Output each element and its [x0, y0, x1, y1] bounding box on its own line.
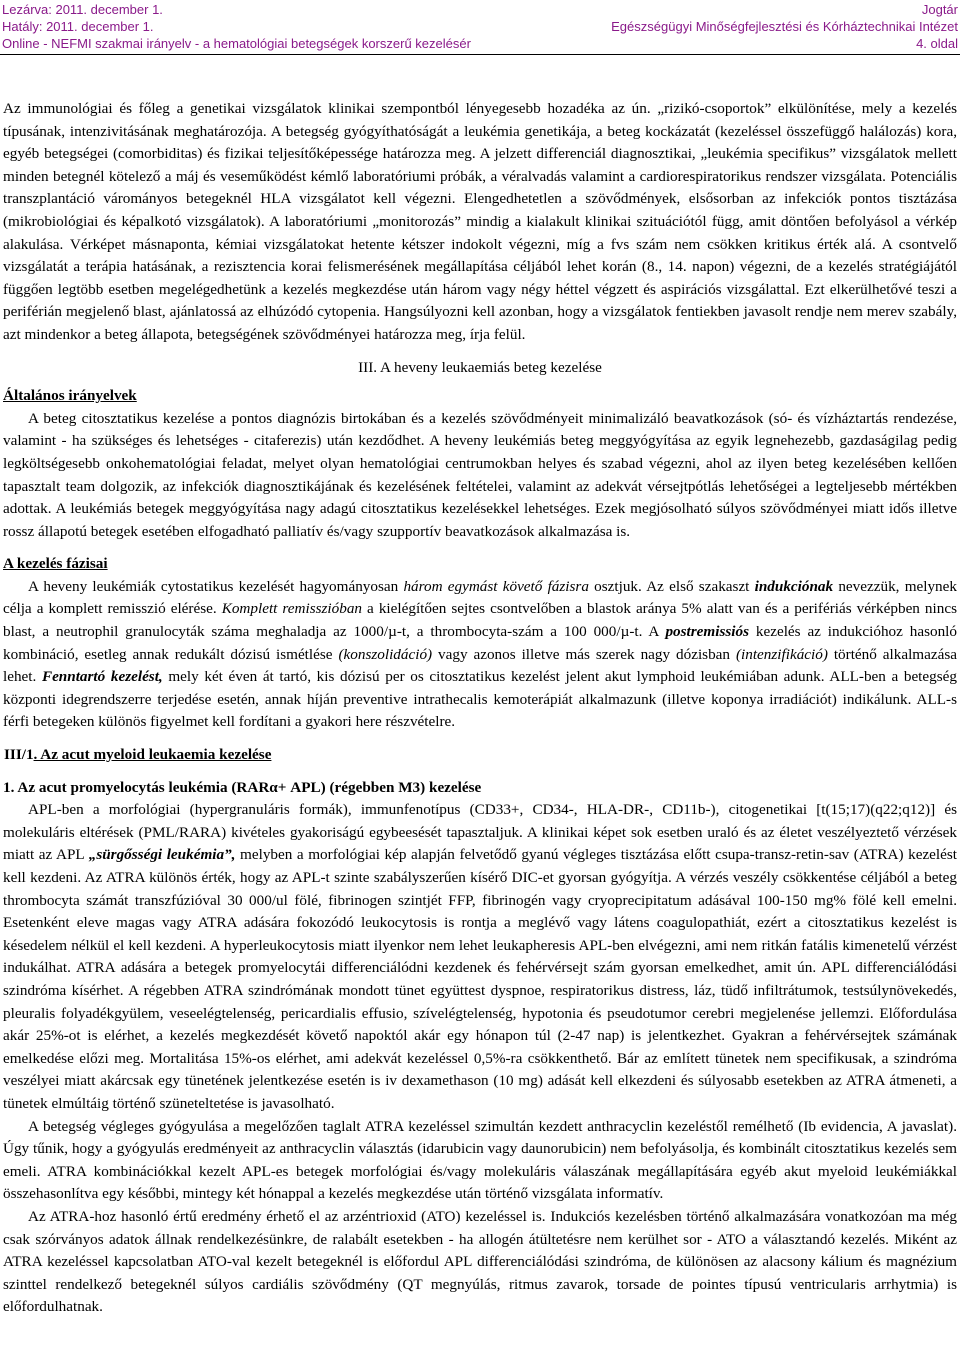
- paragraph-general-guidelines: A beteg citosztatikus kezelése a pontos diagnózis birtokában és a kezelés szövődményeit minimalizáló beavatkozások (só- és vízháztartás rendezése, valamint - ha szükséges és lehetséges - citaferezis) után kezdődhet. A heveny leukémiás beteg meggyógyítása az egyik legnehezebb, gazdaságilag pedig legköltségesebb onkohematológiai feladat, melyet olyan hematológiai centrumokban helyes és szabad végezni, ahol az ilyen beteg kezelésében kellően tapasztalt team dolgozik, az infekciók diagnosztikájának és kezelésének feltételei, valamint az adekvát vérsejtpótlás lehetőségei a legteljesebb mértékben adottak. A leukémiás betegek meggyógyítása nagy adagú citosztatikus kezelésekkel lehetséges. Ezek megjósolható súlyos szövődményei miatt idős illetve rossz állapotú betegek esetében elfogadható palliatív és/vagy szupportív beavatkozások alkalmazása is.: [3, 409, 957, 540]
- paragraph-treatment-phases: A heveny leukémiák cytostatikus kezelését hagyományosan három egymást követő fázisra osztjuk. Az első szakaszt indukciónak nevezzük, melynek célja a komplett remisszió elérése. Komplett remisszióban a kielégítően sejtes csontvelőben a blastok aránya 5% alatt van és a perifériás vérképben nincs blast, a neutrophil granulocyták száma meghaladja az 1000/µ-t, a thrombocyta-szám a 100 000/µ-t. A postremissiós kezelés az indukcióhoz hasonló kombináció, esetleg annak redukált dózisú ismétlése (konszolidáció) vagy azonos illetve más szerek nagy dózisban (intenzifikáció) történő alkalmazása lehet. Fenntartó kezelést, mely két éven át tartó, kis dózisú per os citosztatikus kezelést jelent akut lymphoid leukémiában adunk. ALL-ben a betegség központi idegrendszerre terjedése esetén, annak híján preventive intrathecalis kemoterápiát alkalmazunk (illetve koponya irradiációt) indikálunk. ALL-s férfi betegeken különös figyelmet kell fordítani a gyakori here részvételre.: [3, 577, 957, 731]
- paragraph-apl: APL-ben a morfológiai (hypergranuláris formák), immunfenotípus (CD33+, CD34-, HLA-DR-, CD11b-), citogenetikai [t(15;17)(q22;q12)] és molekuláris eltérések (PML/RARA) kivételes gyakoriságú egybeesését tapasztaljuk. A klinikai képet sok esetben uraló és az életet veszélyeztető vérzések miatt az APL „sürgősségi leukémia”, melyben a morfológiai kép alapján felvetődő gyanú végleges tisztázása előtt csupa-transz-retin-sav (ATRA) kezelést kell kezdeni. Az ATRA különös érték, hogy az APL-t szinte szabályszerűen kísérő DIC-et gyorsan gyógyítja. A vérzés veszély csökkentése céljából a beteg thrombocyta számát transzfúzióval 30 000/ul fölé, fibrinogen szintjét FFP, fibrinogén vagy cryoprecipitatum adásával 100-150 mg% fölé kell emelni. Esetenként eleve magas vagy ATRA adására fokozódó leukocytosis is rontja a meglévő vagy látens coagulopathiát, ezért a citosztatikus kezelést is késedelem nélkül el kell kezdeni. A hyperleukocytosis miatt ilyenkor nem lehet leukapheresis APL-ben elvégezni, ami nem ritkán fatális kimenetelű vérzést indukálhat. ATRA adására a betegek promyelocytái differenciálódni kezdenek és fehérvérsejt szám gyorsan emelkedhet, amit ún. APL differenciálódási szindróma kísérhet. A régebben ATRA szindrómának mondott tünet együttest dyspnoe, respiratorikus distress, láz, tüdő infiltrátumok, testsúlynövekedés, pleuralis folyadékgyülem, veseelégtelenség, pericardialis effusio, szívelégtelenség, hypotonia és pseudotumor cerebri megjelenése jellemzi. Előfordulása akár 25%-ot is elérhet, a kezelés megkezdését követő napoktól akár egy hónapon túl (2-47 nap) is jelentkezhet. Gyakran a fehérvérsejtek számának emelkedése előzi meg. Mortalitása 15%-os elérhet, ami adekvát kezeléssel 0,5%-ra csökkenthető. Bár az említett tünetek nem specifikusak, a szindróma veszélyei miatt akárcsak egy tünetének jelentkezése esetén is iv dexamethason (10 mg) adását kell elkezdeni és súlyosabb esetekben az ATRA átmeneti, a tünetek elmúltáig történő szüneteltetése is javasolható.: [3, 801, 958, 1112]
- header-document-title: Online - NEFMI szakmai irányelv - a hematológiai betegségek korszerű kezelésér: [2, 36, 471, 51]
- page-header: [0, 0, 960, 56]
- general-guidelines-heading: Általános irányelvek: [3, 387, 137, 405]
- paragraph-anthracyclin: A betegség végleges gyógyulása a megelőzően taglalt ATRA kezeléssel szimultán kezdett anthracyclin kezeléstől remélhető (Ib evidencia, A javaslat). Úgy tűnik, hogy a gyógyulás eredményeit az anthracyclin választás (idarubicin vagy daunorubicin) nem befolyásolja, és kombinált citosztatikus kezelés sem emeli. ATRA kombinációkkal kezelt APL-es betegek morfológiai és/vagy molekuláris válaszának megállapítására egyéb akut myeloid leukémiákkal összehasonlítva egy későbbi, mintegy két hónappal a kezelés megkezdése után történő vizsgálata informatív.: [3, 1117, 957, 1203]
- document-body: [3, 98, 957, 1319]
- header-divider: [0, 54, 960, 55]
- paragraph-diagnostics: Az immunológiai és főleg a genetikai vizsgálatok klinikai szempontból lényegesebb hozadéka az ún. „rizikó-csoportok” elkülönítése, mely a kezelés típusának, intenzivitásának meghatározója. A betegség gyógyíthatóságát a leukémia genetikája, a beteg kockázatát (kezeléssel összefüggő halálozás) kora, egyéb betegségei (comorbiditas) és fizikai teljesítőképessége határozza meg. A jelzett differenciál diagnosztikai, „leukémia specifikus” vizsgálatok mellett minden betegnél kötelező a máj és veseműködést kémlő laboratóriumi próbák, a véralvadás valamint a cardiorespiratorikus rendszer vizsgálata. Potenciális transzplantáció várományos betegeknél HLA vizsgálatot kell végezni. Elengedhetetlen a szövődmények, elsősorban az infekciók pontos tisztázása (mikrobiológiai és képalkotó vizsgálatok). A laboratóriumi „monitorozás” mindig a kialakult klinikai szituációtól függ, amit döntően befolyásol a vérkép alakulása. Vérképet másnaponta, kémiai vizsgálatokat hetente kétszer indokolt végezni, míg a fvs szám nem csökken kritikus érték alá. A csontvelő vizsgálatát a terápia hatásának, a rezisztencia korai felismerésének megállapítása céljából lehet korán (8., 14. napon) végezni, de a kezelés stratégiájától függően legtöbb esetben megelégedhetünk a kezelés megkezdése után három vagy négy héttel végzett és aspirációs vizsgálattal. Ezt elkerülhetővé teszi a periférián megjelenő blast, ajánlatossá az elhúzódó cytopenia. Hangsúlyozni kell azonban, hogy a vizsgálatok fentiekben javasolt rendje nem merev szabály, azt mindenkor a beteg állapota, betegségének szövődményei határozza meg, írja felül.: [3, 100, 957, 343]
- paragraph-ato: Az ATRA-hoz hasonló értű eredmény érhető el az arzéntrioxid (ATO) kezeléssel is. Indukciós kezelésben történő alkalmazására vonatkozóan ma még csak szórványos adatok állnak rendelkezésünkre, de ralabált esetekben - ha allogén átültetésre nem kerülhet sor - ATO a választandó kezelés. Miként az ATRA kezeléssel kapcsolatban ATO-val kezelt betegeknél is előfordul APL differenciálódási szindróma, de különösen az alacsony kálium és magnézium szinttel rendelkező betegeknél súlyos cardiális szövődmény (QT megnyúlás, ritmus zavarok, torsade de pointes típusú ventricularis arrhytmia) is előfordulhatnak.: [3, 1207, 957, 1316]
- header-closed-date: Lezárva: 2011. december 1.: [2, 2, 163, 17]
- treatment-phases-heading: A kezelés fázisai: [3, 555, 108, 573]
- header-source: Jogtár: [921, 2, 958, 17]
- header-institute: Egészségügyi Minőségfejlesztési és Kórháztechnikai Intézet: [611, 19, 958, 34]
- header-page-number: 4. oldal: [916, 36, 958, 51]
- section-title: III. A heveny leukaemiás beteg kezelése: [358, 358, 602, 376]
- header-effective-date: Hatály: 2011. december 1.: [2, 19, 154, 34]
- aml-heading: III/1. Az acut myeloid leukaemia kezelése: [4, 746, 272, 764]
- apl-heading: 1. Az acut promyelocytás leukémia (RARα+ APL) (régebben M3) kezelése: [3, 778, 482, 796]
